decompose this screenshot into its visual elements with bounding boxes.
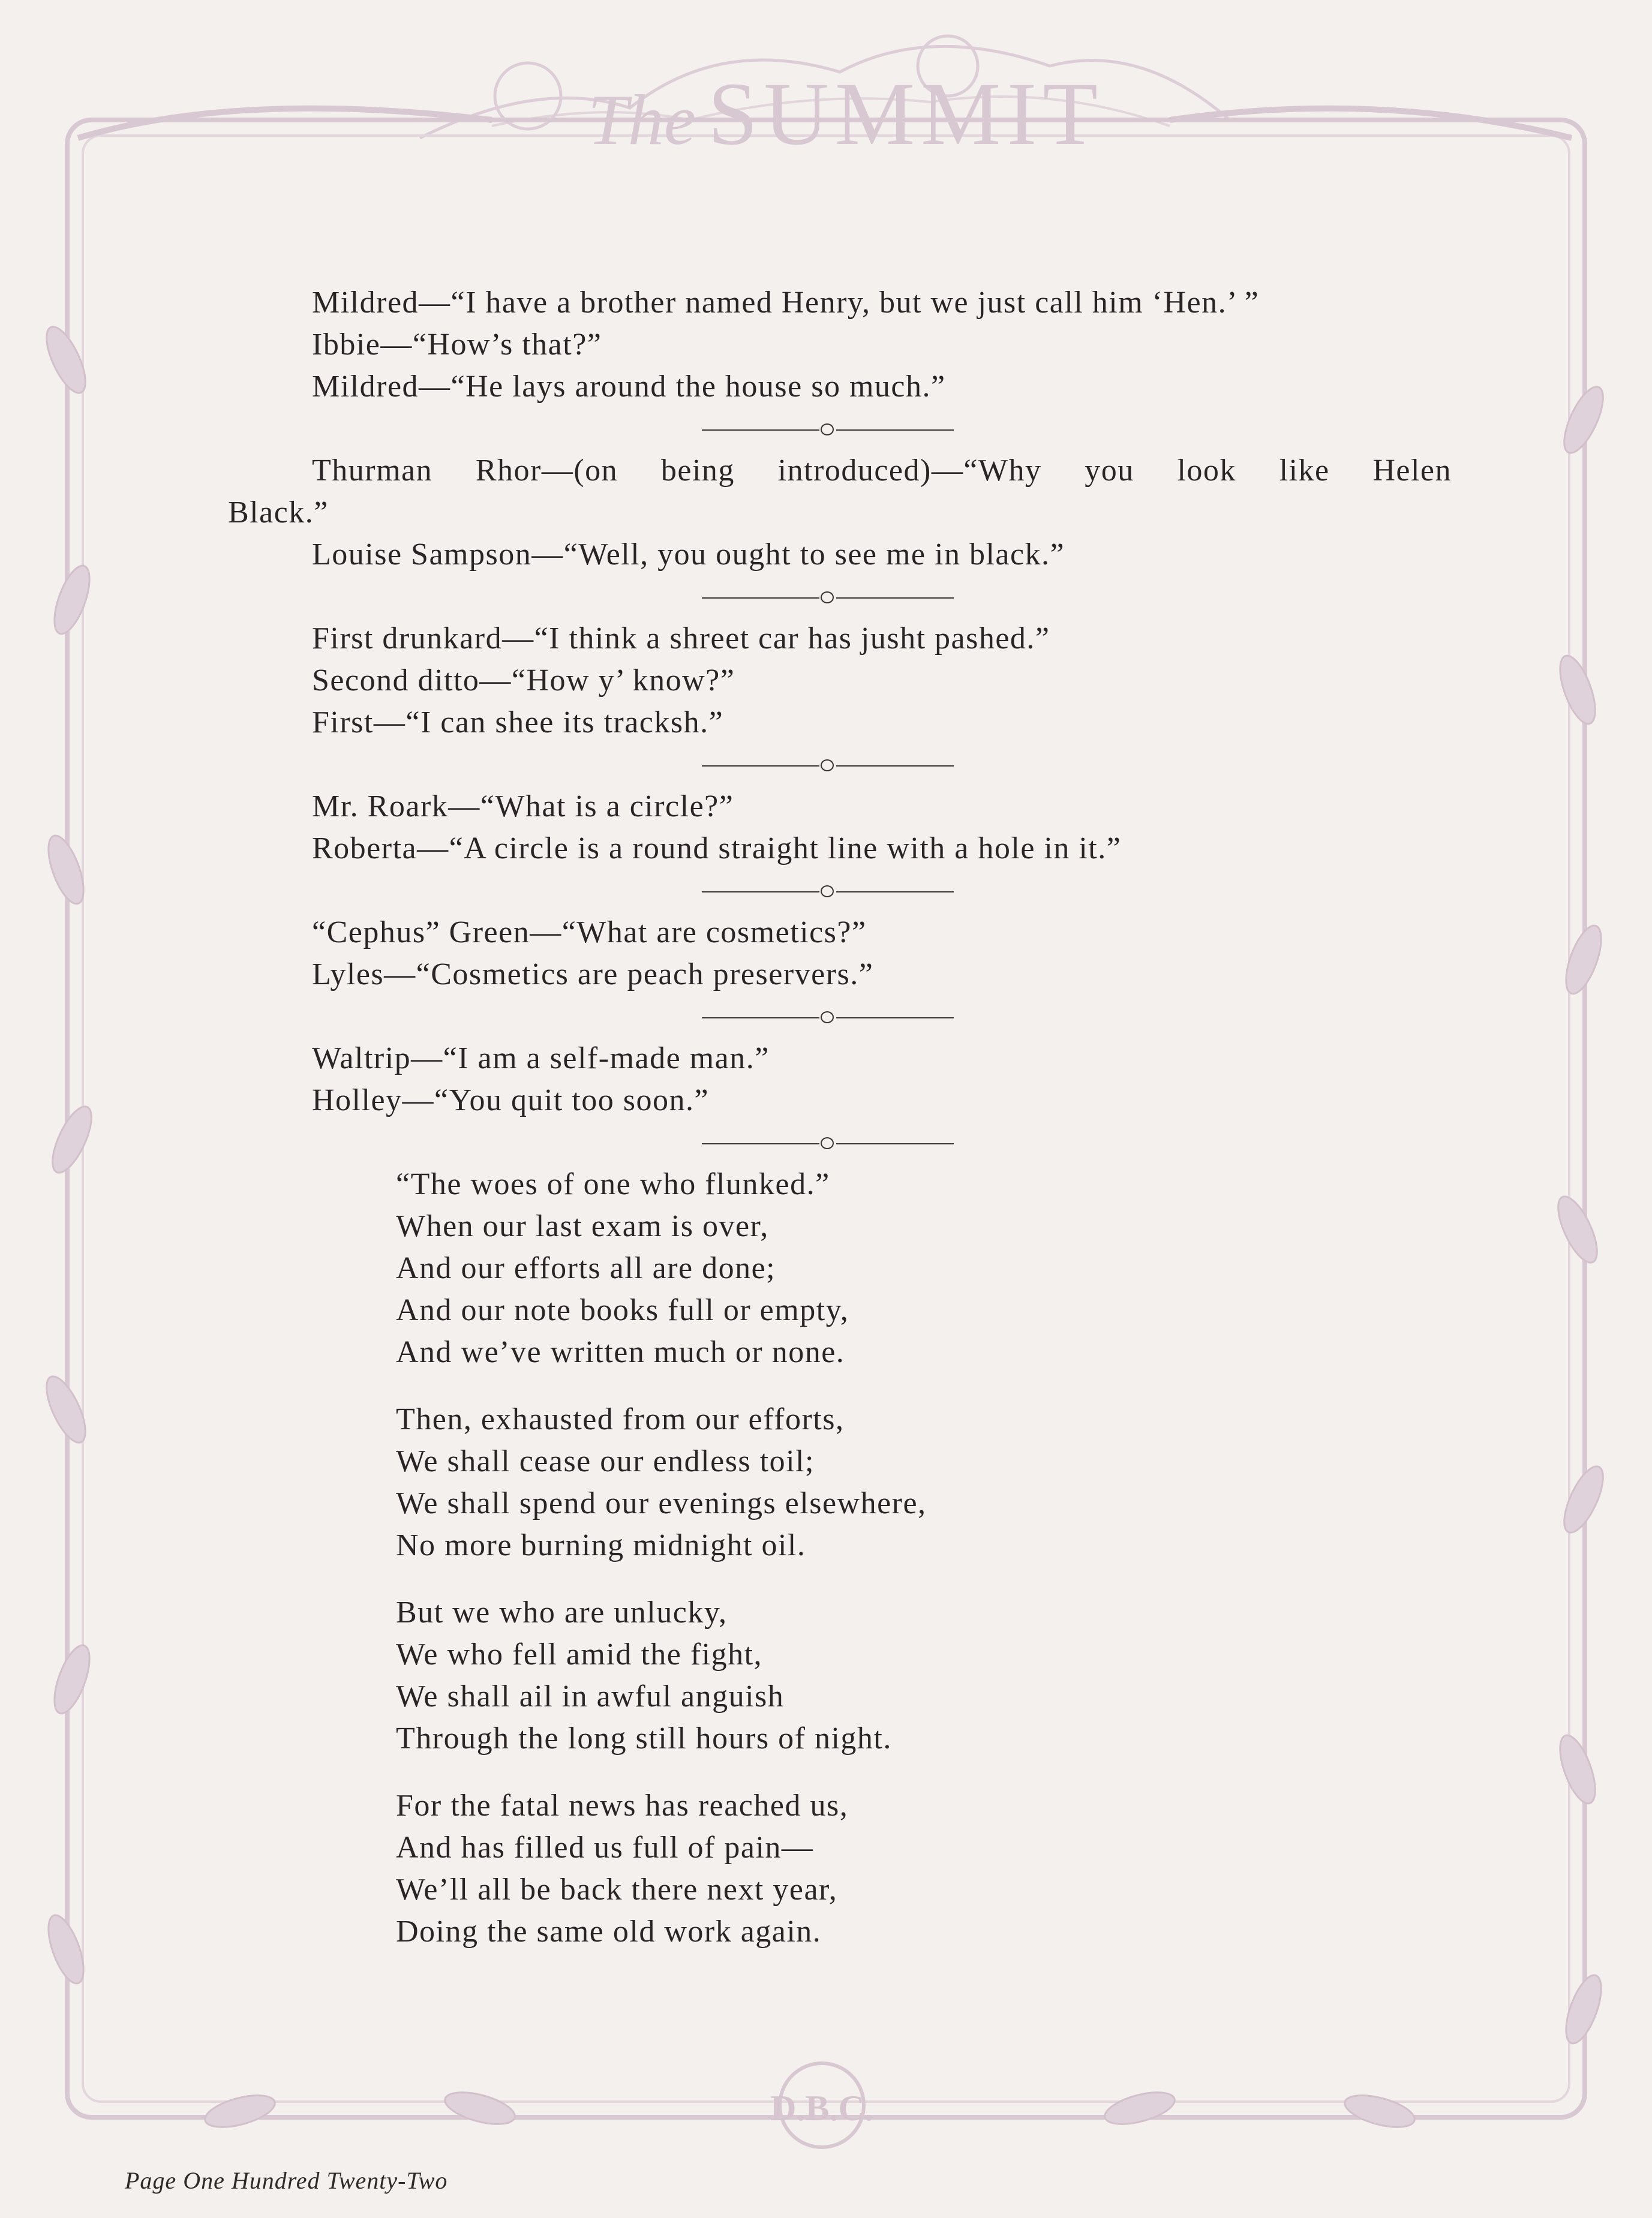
separator xyxy=(702,1122,954,1164)
separator xyxy=(702,408,954,450)
poem-stanza xyxy=(396,1785,1452,1953)
poem-stanza xyxy=(396,1399,1452,1567)
poem-line: We shall ail in awful anguish xyxy=(396,1679,785,1714)
poem-line: But we who are unlucky, xyxy=(396,1595,728,1630)
poem-line: We shall cease our endless toil; xyxy=(396,1444,815,1478)
joke-line: Mildred—“He lays around the house so much.” xyxy=(312,369,946,404)
joke-line: Ibbie—“How’s that?” xyxy=(312,327,602,362)
joke-line: “Cephus” Green—“What are cosmetics?” xyxy=(312,915,867,949)
masthead-title: SUMMIT xyxy=(707,64,1104,164)
joke-line: Roberta—“A circle is a round straight line with a hole in it.” xyxy=(312,831,1122,865)
joke-line: Lyles—“Cosmetics are peach preservers.” xyxy=(312,957,874,991)
poem-line: And our efforts all are done; xyxy=(396,1251,776,1285)
joke-line-continued: Black.” xyxy=(228,495,329,530)
joke-line: Second ditto—“How y’ know?” xyxy=(312,663,735,698)
poem-line: We who fell amid the fight, xyxy=(396,1637,763,1672)
joke-line: Mr. Roark—“What is a circle?” xyxy=(312,789,734,824)
joke-line: First drunkard—“I think a shreet car has jusht pashed.” xyxy=(312,621,1050,656)
poem-line: Doing the same old work again. xyxy=(396,1915,822,1949)
separator xyxy=(702,996,954,1038)
separator xyxy=(702,870,954,912)
joke-block xyxy=(228,786,1452,870)
masthead xyxy=(516,60,1176,168)
poem-line: When our last exam is over, xyxy=(396,1209,769,1243)
joke-line: Waltrip—“I am a self-made man.” xyxy=(312,1041,770,1075)
poem xyxy=(228,1164,1452,1953)
poem-line: For the fatal news has reached us, xyxy=(396,1789,849,1823)
poem-line: We shall spend our evenings elsewhere, xyxy=(396,1486,927,1520)
joke-block xyxy=(228,912,1452,996)
joke-line: Mildred—“I have a brother named Henry, but we just call him ‘Hen.’ ” xyxy=(312,285,1260,320)
poem-title: “The woes of one who flunked.” xyxy=(396,1167,830,1201)
joke-line: Louise Sampson—“Well, you ought to see me in black.” xyxy=(312,537,1065,572)
poem-stanza xyxy=(396,1206,1452,1374)
poem-line: And has filled us full of pain— xyxy=(396,1831,814,1865)
jokes-column xyxy=(228,282,1452,1953)
joke-line: First—“I can shee its tracksh.” xyxy=(312,705,724,740)
masthead-the: The xyxy=(587,80,696,160)
page-number-footer: Page One Hundred Twenty-Two xyxy=(125,2167,448,2194)
poem-stanza xyxy=(396,1592,1452,1760)
joke-block xyxy=(228,450,1452,576)
separator xyxy=(702,744,954,786)
joke-block xyxy=(228,618,1452,744)
monogram: D.B.C. xyxy=(770,2088,873,2128)
poem-line: Through the long still hours of night. xyxy=(396,1721,892,1756)
poem-line: And our note books full or empty, xyxy=(396,1293,849,1327)
poem-line: We’ll all be back there next year, xyxy=(396,1873,838,1907)
poem-line: Then, exhausted from our efforts, xyxy=(396,1402,845,1436)
joke-line: Holley—“You quit too soon.” xyxy=(312,1083,710,1117)
poem-line: And we’ve written much or none. xyxy=(396,1335,845,1369)
joke-block xyxy=(228,282,1452,408)
joke-line: Thurman Rhor—(on being introduced)—“Why you look like Helen xyxy=(312,453,1452,488)
poem-line: No more burning midnight oil. xyxy=(396,1528,806,1562)
separator xyxy=(702,576,954,618)
joke-block xyxy=(228,1038,1452,1122)
